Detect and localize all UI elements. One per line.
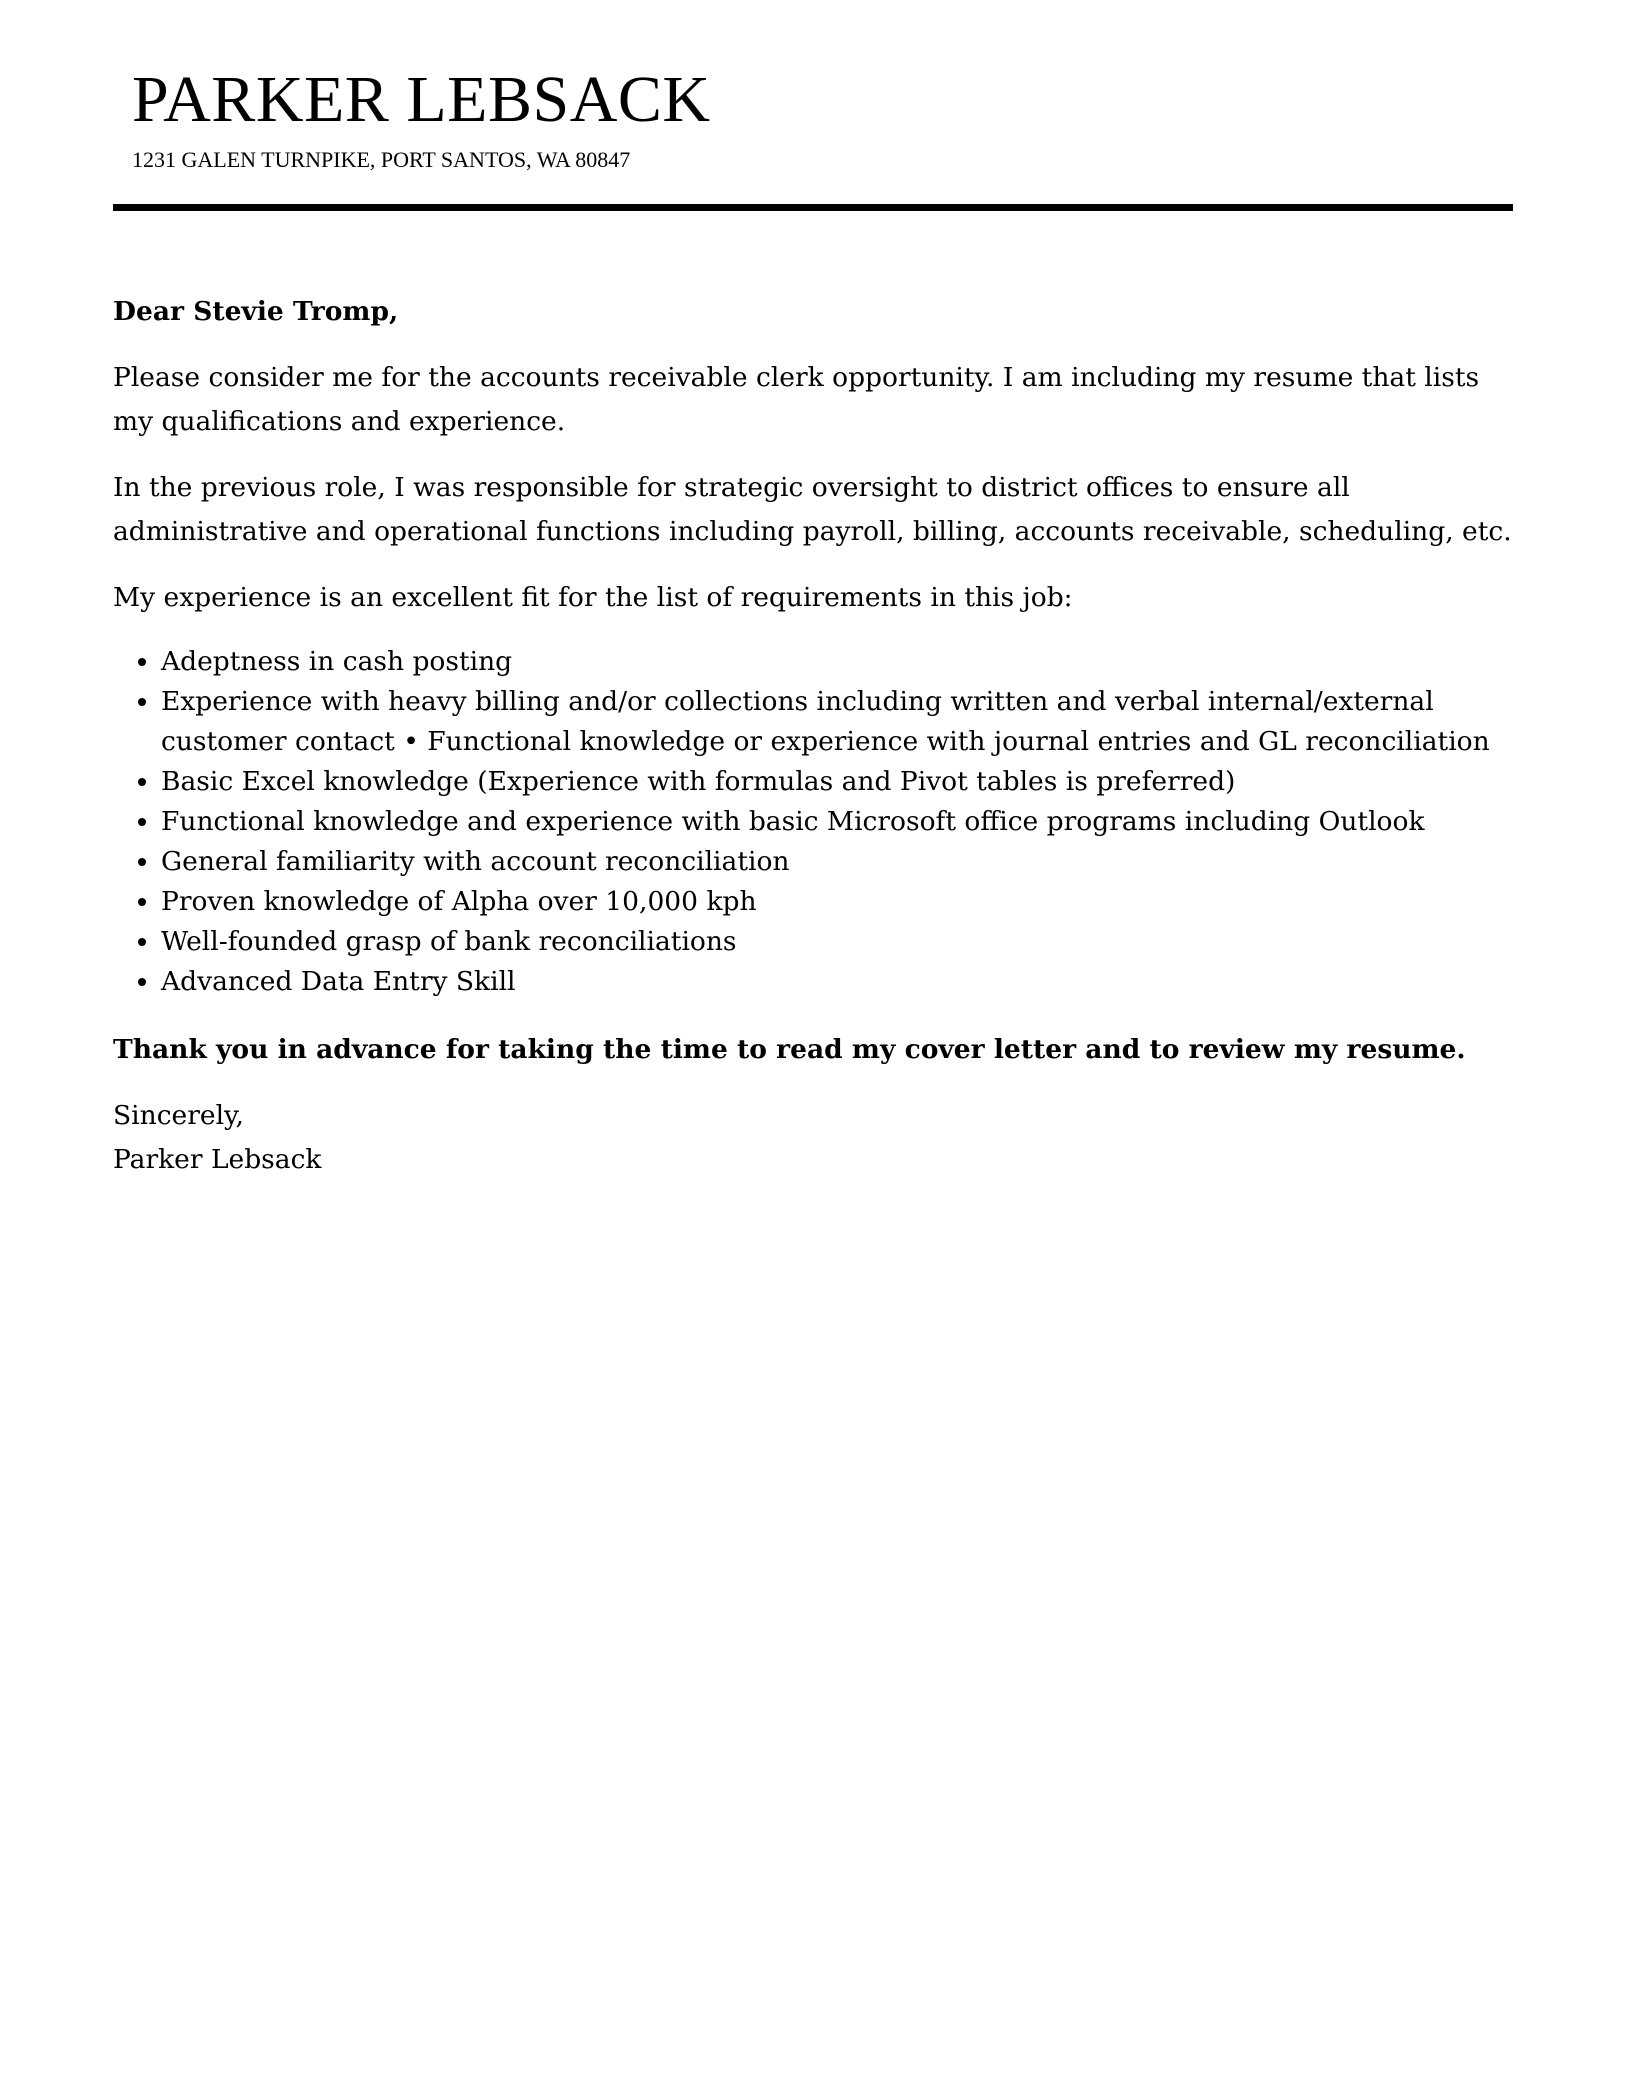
greeting: Dear Stevie Tromp, [113,296,399,327]
paragraph: My experience is an excellent fit for the list of requirements in this job: [113,582,1073,613]
applicant-name: PARKER LEBSACK [132,63,711,136]
signoff: Sincerely, [113,1100,244,1131]
requirements-list [113,642,1513,1002]
list-item: • Basic Excel knowledge (Experience with formulas and Pivot tables is preferred) [161,762,1513,802]
list-item: • Functional knowledge and experience with basic Microsoft office programs including Outlook [161,802,1513,842]
list-item: • Experience with heavy billing and/or collections including written and verbal internal/external customer contact • Functional knowledge or experience with journal entries and GL reconciliation [161,682,1513,762]
list-item: • Adeptness in cash posting [161,642,1513,682]
letter-header [113,60,1513,174]
list-item: • General familiarity with account reconciliation [161,842,1513,882]
paragraph: Please consider me for the accounts receivable clerk opportunity. I am including my resume that lists my qualifications and experience. [113,362,1480,437]
list-item: • Advanced Data Entry Skill [161,962,1513,1002]
signature: Parker Lebsack [113,1144,322,1175]
applicant-address: 1231 GALEN TURNPIKE, PORT SANTOS, WA 80847 [132,147,631,172]
paragraph: In the previous role, I was responsible for strategic oversight to district offices to ensure all administrative and operational functions including payroll, billing, accounts receivable, scheduling, etc. [113,472,1512,547]
list-item: • Proven knowledge of Alpha over 10,000 kph [161,882,1513,922]
list-item: • Well-founded grasp of bank reconciliations [161,922,1513,962]
header-divider [113,204,1513,211]
letter-body [113,290,1513,1182]
closing-statement: Thank you in advance for taking the time to read my cover letter and to review my resume. [113,1034,1466,1065]
